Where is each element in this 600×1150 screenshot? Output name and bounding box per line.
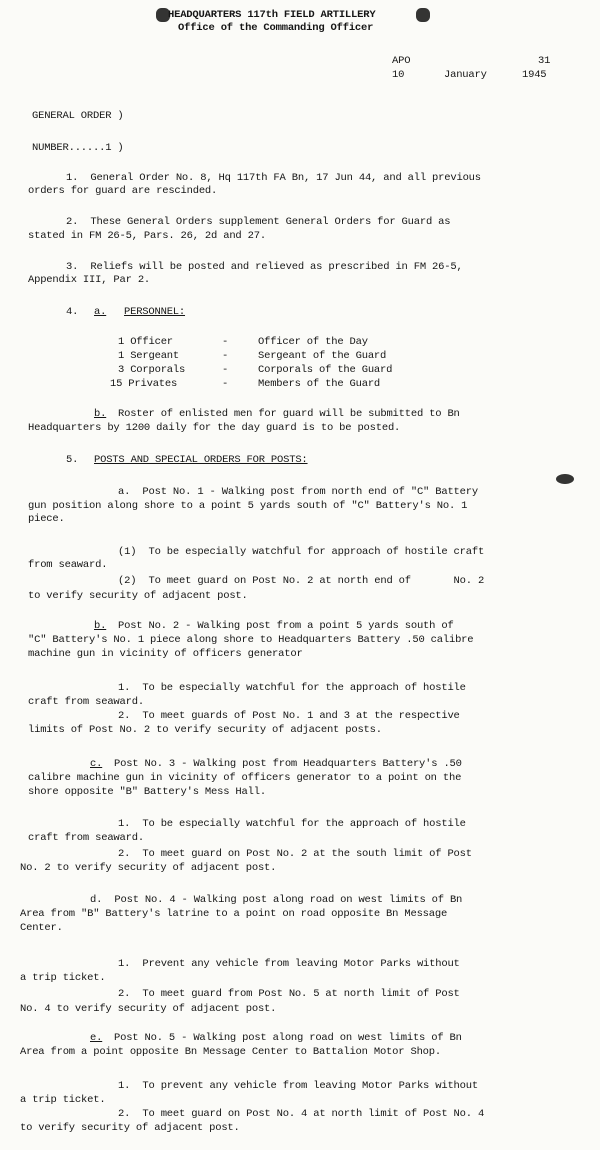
post-1-line: piece. — [28, 513, 65, 525]
post-3-order-1: 1. To be especially watchful for the approach of hostile — [118, 818, 466, 830]
ink-blot — [556, 474, 574, 484]
personnel-role: Sergeant of the Guard — [258, 350, 387, 362]
date-year: 1945 — [522, 69, 547, 81]
post-1-line: gun position along shore to a point 5 yards south of "C" Battery's No. 1 — [28, 500, 468, 512]
post-2-order-2: limits of Post No. 2 to verify security of adjacent posts. — [28, 724, 382, 736]
post-4-order-1: a trip ticket. — [20, 972, 106, 984]
personnel-count: 15 Privates — [110, 378, 178, 390]
post-2-order-2: 2. To meet guards of Post No. 1 and 3 at the respective — [118, 710, 460, 722]
post-3-line: Post No. 3 - Walking post from Headquarters Battery's .50 — [114, 758, 462, 770]
post-1-order-1: from seaward. — [28, 559, 108, 571]
post-2-order-1: 1. To be especially watchful for the approach of hostile — [118, 682, 466, 694]
post-5-order-1: 1. To prevent any vehicle from leaving Motor Parks without — [118, 1080, 478, 1092]
post-3-label: c. — [90, 758, 103, 770]
personnel-dash: - — [222, 350, 229, 362]
paragraph-1-line: orders for guard are rescinded. — [28, 185, 218, 197]
post-2-order-1: craft from seaward. — [28, 696, 144, 708]
personnel-dash: - — [222, 378, 229, 390]
personnel-role: Officer of the Day — [258, 336, 368, 348]
personnel-dash: - — [222, 364, 229, 376]
paragraph-4a-label: a. — [94, 306, 107, 318]
post-3-line: calibre machine gun in vicinity of officers generator to a point on the — [28, 772, 462, 784]
post-1-order-1: (1) To be especially watchful for approach of hostile craft — [118, 546, 485, 558]
post-2-line: "C" Battery's No. 1 piece along shore to Headquarters Battery .50 calibre — [28, 634, 474, 646]
post-1-order-2: to verify security of adjacent post. — [28, 590, 248, 602]
paragraph-3-line: 3. Reliefs will be posted and relieved as prescribed in FM 26-5, — [66, 261, 463, 273]
post-5-line: Area from a point opposite Bn Message Center to Battalion Motor Shop. — [20, 1046, 441, 1058]
paragraph-2-line: 2. These General Orders supplement General Orders for Guard as — [66, 216, 451, 228]
post-3-line: shore opposite "B" Battery's Mess Hall. — [28, 786, 266, 798]
post-5-line: Post No. 5 - Walking post along road on west limits of Bn — [114, 1032, 462, 1044]
personnel-count: 3 Corporals — [118, 364, 186, 376]
post-4-line: Area from "B" Battery's latrine to a point on road opposite Bn Message — [20, 908, 448, 920]
post-5-order-1: a trip ticket. — [20, 1094, 106, 1106]
paragraph-5-number: 5. — [66, 454, 79, 466]
post-4-order-2: No. 4 to verify security of adjacent post. — [20, 1003, 277, 1015]
posts-heading: POSTS AND SPECIAL ORDERS FOR POSTS: — [94, 454, 308, 466]
personnel-count: 1 Sergeant — [118, 350, 180, 362]
ink-blot — [416, 8, 430, 22]
post-2-line: Post No. 2 - Walking post from a point 5 yards south of — [118, 620, 454, 632]
paragraph-2-line: stated in FM 26-5, Pars. 26, 2d and 27. — [28, 230, 266, 242]
post-5-order-2: 2. To meet guard on Post No. 4 at north limit of Post No. 4 — [118, 1108, 485, 1120]
apo-number: 31 — [538, 55, 551, 67]
post-5-order-2: to verify security of adjacent post. — [20, 1122, 240, 1134]
post-3-order-1: craft from seaward. — [28, 832, 144, 844]
date-month: January — [444, 69, 487, 81]
personnel-role: Corporals of the Guard — [258, 364, 393, 376]
post-5-label: e. — [90, 1032, 103, 1044]
personnel-count: 1 Officer — [118, 336, 173, 348]
post-2-line: machine gun in vicinity of officers generator — [28, 648, 303, 660]
post-1-line: a. Post No. 1 - Walking post from north end of "C" Battery — [118, 486, 478, 498]
paragraph-4b-line: Headquarters by 1200 daily for the day guard is to be posted. — [28, 422, 401, 434]
personnel-role: Members of the Guard — [258, 378, 381, 390]
post-3-order-2: 2. To meet guard on Post No. 2 at the south limit of Post — [118, 848, 472, 860]
apo-label: APO — [392, 55, 411, 67]
personnel-heading: PERSONNEL: — [124, 306, 186, 318]
general-order-title: GENERAL ORDER ) — [32, 110, 124, 122]
date-day: 10 — [392, 69, 405, 81]
post-4-line: Center. — [20, 922, 63, 934]
post-1-order-2: (2) To meet guard on Post No. 2 at north end of No. 2 — [118, 575, 485, 587]
post-4-line: d. Post No. 4 - Walking post along road on west limits of Bn — [90, 894, 463, 906]
post-2-label: b. — [94, 620, 107, 632]
general-order-number: NUMBER......1 ) — [32, 142, 124, 154]
paragraph-4b-line: Roster of enlisted men for guard will be submitted to Bn — [118, 408, 460, 420]
personnel-dash: - — [222, 336, 229, 348]
paragraph-4-number: 4. — [66, 306, 79, 318]
paragraph-4b-label: b. — [94, 408, 107, 420]
letterhead-unit: HEADQUARTERS 117th FIELD ARTILLERY — [168, 9, 376, 21]
letterhead-office: Office of the Commanding Officer — [178, 22, 374, 34]
paragraph-1-line: 1. General Order No. 8, Hq 117th FA Bn, 17 Jun 44, and all previous — [66, 172, 481, 184]
post-3-order-2: No. 2 to verify security of adjacent post. — [20, 862, 277, 874]
paragraph-3-line: Appendix III, Par 2. — [28, 274, 151, 286]
post-4-order-2: 2. To meet guard from Post No. 5 at north limit of Post — [118, 988, 460, 1000]
post-4-order-1: 1. Prevent any vehicle from leaving Motor Parks without — [118, 958, 460, 970]
